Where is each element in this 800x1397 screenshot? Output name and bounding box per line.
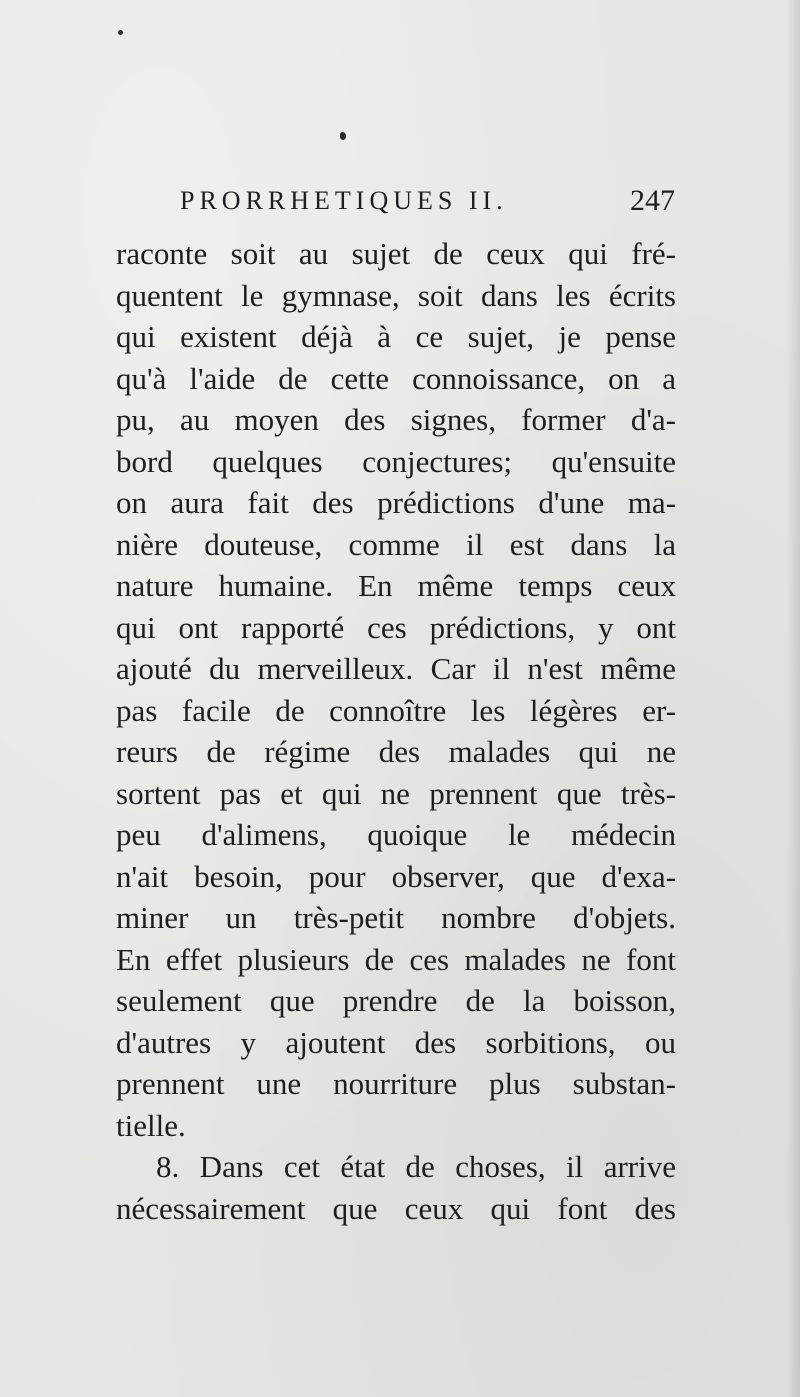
text-line: quentent le gymnase, soit dans les écrits [116, 277, 676, 313]
text-line: qui ont rapporté ces prédictions, y ont [116, 609, 676, 645]
text-line: peu d'alimens, quoique le médecin [116, 817, 676, 852]
text-line: En effet plusieurs de ces malades ne font [116, 941, 676, 977]
text-line: nature humaine. En même temps ceux [116, 568, 676, 603]
text-line: miner un très-petit nombre d'objets. [116, 900, 676, 935]
text-line: prennent une nourriture plus substan- [116, 1066, 676, 1101]
ink-speck [118, 30, 123, 35]
running-title: PRORRHETIQUES II. [180, 186, 508, 215]
page-header [180, 182, 675, 230]
text-line: raconte soit au sujet de ceux qui fré- [116, 236, 676, 271]
text-line: seulement que prendre de la boisson, [116, 983, 676, 1018]
page-edge-shadow [786, 0, 800, 1397]
text-line: nécessairement que ceux qui font des [116, 1190, 676, 1226]
text-line: pas facile de connoître les légères er- [116, 692, 676, 728]
ink-speck [340, 132, 346, 140]
page-number: 247 [630, 184, 675, 217]
text-line-paragraph-start: 8. Dans cet état de choses, il arrive [156, 1149, 676, 1184]
text-line: bord quelques conjectures; qu'ensuite [116, 443, 676, 479]
text-line: nière douteuse, comme il est dans la [116, 526, 676, 562]
text-line: reurs de régime des malades qui ne [116, 734, 676, 769]
text-line: n'ait besoin, pour observer, que d'exa- [116, 858, 676, 894]
text-line: ajouté du merveilleux. Car il n'est même [116, 651, 676, 686]
body-text [116, 233, 676, 1229]
text-line: pu, au moyen des signes, former d'a- [116, 402, 676, 437]
text-line: qu'à l'aide de cette connoissance, on a [116, 360, 676, 396]
text-line: qui existent déjà à ce sujet, je pense [116, 319, 676, 354]
text-line-paragraph-end: tielle. [116, 1107, 186, 1143]
text-line: sortent pas et qui ne prennent que très- [116, 775, 676, 811]
text-line: d'autres y ajoutent des sorbitions, ou [116, 1024, 676, 1060]
text-line: on aura fait des prédictions d'une ma- [116, 485, 676, 520]
